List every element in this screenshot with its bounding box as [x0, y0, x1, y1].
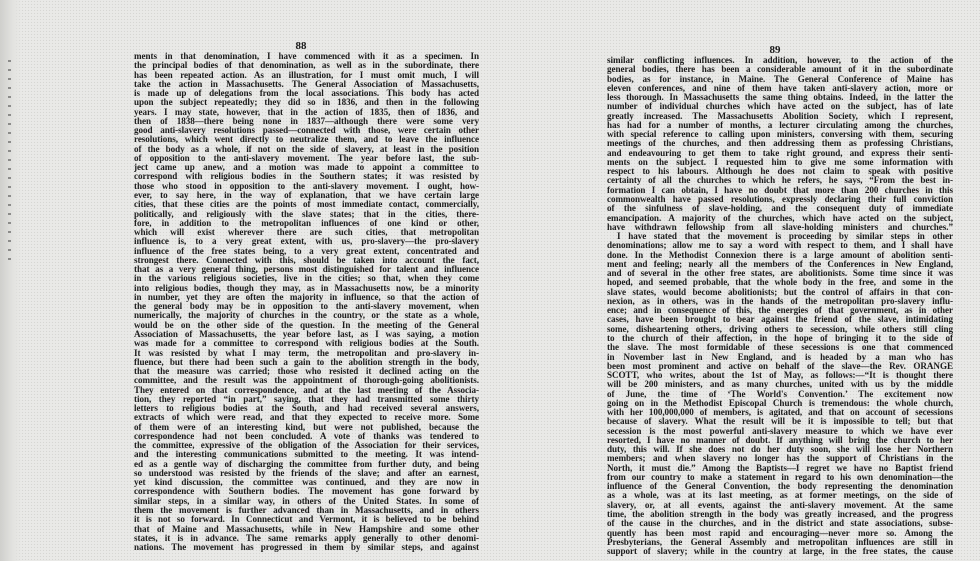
text-line: yet kind discussion, the committee was continued, and they are now in	[134, 478, 479, 488]
text-line: less thorough. In Massachusetts the same thing obtains. Indeed, in the latter the	[607, 93, 953, 103]
text-line: respect to his labours. Although he does not claim to speak with positive	[607, 167, 953, 177]
text-line: is made up of delegations from the local associations. This body has acted	[134, 89, 479, 99]
text-line: eleven conferences, and nine of them have taken anti-slavery action, more or	[607, 83, 953, 93]
text-line: members; and when slavery no longer has the support of Christians in the	[607, 454, 953, 464]
text-line: certainty of all the churches to which he refers, he says, “From the best in-	[607, 176, 953, 186]
text-line: it is not so forward. In Connecticut and Vermont, it is believed to be behind	[134, 515, 479, 525]
text-line: similar steps, in a similar way, in others of the United States. In some of	[134, 496, 479, 506]
text-line: correspondence had not been concluded. A vote of thanks was tendered to	[134, 431, 479, 441]
text-line: secession is the most powerful anti-slavery measure to which we have ever	[607, 426, 953, 436]
text-line: quently has been most rapid and encouraging—never more so. Among the	[607, 528, 953, 538]
text-line: It was resisted by what I may term, the metropolitan and pro-slavery in-	[134, 348, 479, 358]
text-line: ever, to say here, in the way of explanation, that we have certain large	[134, 190, 479, 200]
text-line: general bodies, there has been a considerable amount of it in the subordinate	[607, 65, 953, 75]
text-line: to the church of their affection, in the hope of bringing it to the side of	[607, 333, 953, 343]
text-line: influence is, to a very great extent, with us, pro-slavery—the pro-slavery	[134, 237, 479, 247]
text-line: been most prominent and active on behalf of the slave—the Rev. ORANGE	[607, 361, 953, 371]
text-line: upon the subject repeatedly; they did so in 1836, and then in the following	[134, 98, 479, 108]
text-line: influence of the General Convention, the body representing the denomination	[607, 482, 953, 492]
text-line: nexion, as in others, was in the hands of the metropolitan pro-slavery influ-	[607, 296, 953, 306]
text-line: similar conflicting influences. In addition, however, to the action of the	[607, 56, 953, 65]
text-line: formation I can obtain, I have no doubt that more than 200 churches in this	[607, 185, 953, 195]
text-line: going on in the Methodist Episcopal Church is tremendous: the whole church,	[607, 398, 953, 408]
text-line: meetings of the churches, and then addressing them as professing Christians,	[607, 139, 953, 149]
text-line: good anti-slavery resolutions passed—connected with those, were certain other	[134, 126, 479, 136]
text-line: because of slavery. What the result will be it is impossible to tell; but that	[607, 417, 953, 427]
text-line: slave states, would become abolitionists; but the control of affairs in that con-	[607, 287, 953, 297]
text-line: bodies, as for instance, in Maine. The General Conference of Maine has	[607, 74, 953, 84]
text-line: extracts of which were read, and that they expected to receive more. Some	[134, 413, 479, 423]
page-number: 88	[295, 40, 307, 52]
text-line: North, it must die.” Among the Baptists—I regret we have no Baptist friend	[607, 463, 953, 473]
text-line: in the various religious societies, live in the cities; so that, when they come	[134, 274, 479, 284]
text-line: cases, have been brought to bear against the friend of the slave, intimidating	[607, 315, 953, 325]
text-line: would be on the other side of the question. In the meeting of the General	[134, 320, 479, 330]
text-line: those who stood in opposition to the anti-slavery movement. I ought, how-	[134, 181, 479, 191]
text-line: the general body may be in opposition to the anti-slavery movement, when	[134, 302, 479, 312]
book-binding-shadow	[0, 0, 22, 561]
text-line: number of individual churches which have acted on the subject, has of late	[607, 102, 953, 112]
text-line: then of 1838—there being none in 1837—although there were some very	[134, 116, 479, 126]
text-line: into religious bodies, though they may, as in Massachusetts now, be a minority	[134, 283, 479, 293]
text-line: letters to religious bodies at the South, and had received several answers,	[134, 404, 479, 414]
text-line: of them were of an interesting kind, but were not published, because the	[134, 422, 479, 432]
text-line: ject came up anew, and a motion was made to appoint a committee to	[134, 163, 479, 173]
text-line: of the sinfulness of slave-holding, and the consequent duty of immediate	[607, 204, 953, 214]
text-line: SCOTT, who writes, about the 1st of May, as follows:—“It is thought there	[607, 371, 953, 381]
text-line: fore, in addition to the metropolitan influences of one kind or other,	[134, 218, 479, 228]
text-line: hoped, and seemed probable, that the whole body in the free, and some in the	[607, 278, 953, 288]
text-line: some, disheartening others, driving others to secession, while others still cling	[607, 324, 953, 334]
text-line: was made for a committee to correspond with religious bodies at the South.	[134, 339, 479, 349]
text-line: denominations; allow me to say a word with respect to them, and I shall have	[607, 241, 953, 251]
text-line: that as a very general thing, persons most distinguished for talent and influence	[134, 265, 479, 275]
text-line: with special reference to calling upon ministers, conversing with them, securing	[607, 130, 953, 140]
text-line: ments on the subject. I requested him to give me some information with	[607, 157, 953, 167]
text-line: has been repeated action. As an illustration, for I must omit much, I will	[134, 70, 479, 80]
text-line: with her 100,000,000 of members, is agitated, and that on account of secessions	[607, 408, 953, 418]
text-line: tion, they reported “in part,” saying, that they had transmitted some thirty	[134, 394, 479, 404]
text-line: of the body as a whole, if not on the side of slavery, at least in the position	[134, 144, 479, 154]
text-line: politically, and religiously with the slave states; that in the cities, there-	[134, 209, 479, 219]
text-line: cities, that these cities are the points of most immediate contact, commercially,	[134, 200, 479, 210]
text-line: of the cause in the churches, and in the district and state associations, subse-	[607, 519, 953, 529]
page-body	[134, 52, 479, 552]
text-line: will be 200 ministers, and as many churches, united with us by the middle	[607, 380, 953, 390]
text-line: take the action in Massachusetts. The General Association of Massachusetts,	[134, 79, 479, 89]
text-line: in number, yet they are often the majority in influence, so that the action of	[134, 292, 479, 302]
text-line: ence; and in consequence of this, the energies of that government, as in other	[607, 306, 953, 316]
text-line: fluence, but there had been such a gain to the abolition strength in the body,	[134, 357, 479, 367]
text-line: correspond with religious bodies in the Southern states; it was resisted by	[134, 172, 479, 182]
text-line: has had for a number of months, a lecturer circulating among the churches,	[607, 120, 953, 130]
text-line: and of several in the other free states, are abolitionists. Some time since it was	[607, 269, 953, 279]
text-line: have withdrawn fellowship from all slave-holding ministers and churches.”	[607, 222, 953, 232]
text-line: the slave. The most formidable of these secessions is one that commenced	[607, 343, 953, 353]
text-line: and the interesting communications submitted to the meeting. It was intend-	[134, 450, 479, 460]
text-line: duty, this will. If she does not do her duty soon, she will lose her Northern	[607, 445, 953, 455]
text-line: commonwealth have passed resolutions, expressly declaring their full conviction	[607, 194, 953, 204]
text-line: so understood was resisted by the friends of the slave; and after an earnest,	[134, 468, 479, 478]
text-line: that of Maine and Massachusetts, while in New Hampshire and some other	[134, 524, 479, 534]
text-line: the principal bodies of that denomination, as well as in the subordinate, there	[134, 61, 479, 71]
text-line: nations. The movement has progressed in them by similar steps, and against	[134, 543, 479, 553]
text-line: slavery, or, at all events, against the anti-slavery movement. At the same	[607, 500, 953, 510]
text-line: from our country to make a statement in regard to his own denomination—the	[607, 472, 953, 482]
text-line: numerically, the majority of churches in the country, or the state as a whole,	[134, 311, 479, 321]
text-line: support of slavery; while in the country at large, in the free states, the cause	[607, 547, 953, 557]
page-number: 89	[769, 44, 781, 56]
text-line: emancipation. A majority of the churches, which have acted on the subject,	[607, 213, 953, 223]
text-line: in November last in New England, and is headed by a man who has	[607, 352, 953, 362]
text-line: resorted, I have no manner of doubt. If anything will bring the church to her	[607, 435, 953, 445]
text-line: They entered on that correspondence, and at the last meeting of the Associa-	[134, 385, 479, 395]
text-line: them the movement is further advanced than in Massachusetts, and in others	[134, 506, 479, 516]
text-line: years. I may state, however, that in the action of 1835, then of 1836, and	[134, 107, 479, 117]
text-line: greatly increased. The Massachusetts Abolition Society, which I represent,	[607, 111, 953, 121]
text-line: correspondence with Southern bodies. The movement has gone forward by	[134, 487, 479, 497]
text-line: strongest there. Connected with this, should be taken into account the fact,	[134, 255, 479, 265]
text-line: Presbyterians, the General Assembly and metropolitan influences are still in	[607, 537, 953, 547]
text-line: of June, the time of ‘The World's Convention.’ The excitement now	[607, 389, 953, 399]
text-line: influence of the free states being, to a very great extent, concentrated and	[134, 246, 479, 256]
text-line: ed as a gentle way of discharging the committee from further duty, and being	[134, 459, 479, 469]
text-line: the committee, expressive of the obligation of the Association for their services,	[134, 441, 479, 451]
text-line: done. In the Methodist Connexion there is a large amount of abolition senti-	[607, 250, 953, 260]
page-body	[607, 56, 953, 556]
text-line: of opposition to the anti-slavery movement. The year before last, the sub-	[134, 153, 479, 163]
text-line: ment and feeling; nearly all the members of the Conferences in New England,	[607, 259, 953, 269]
text-line: states, it is in advance. The same remarks apply generally to other denomi-	[134, 533, 479, 543]
text-line: Association of Massachusetts, the year before last, as I was saying, a motion	[134, 329, 479, 339]
text-line: resolutions, which went directly to neutralize them, and to leave the influence	[134, 135, 479, 145]
text-line: as a whole, was at its last meeting, as at former meetings, on the side of	[607, 491, 953, 501]
text-line: committee, and the result was the appointment of thorough-going abolitionists.	[134, 376, 479, 386]
text-line: time, the abolition strength in the body was greatly increased, and the progress	[607, 510, 953, 520]
text-line: ments in that denomination, I have commenced with it as a specimen. In	[134, 52, 479, 61]
text-line: I have stated that the movement is proceeding by similar steps in other	[617, 232, 953, 242]
text-line: that the measure was carried; those who resisted it declined acting on the	[134, 367, 479, 377]
text-line: and endeavouring to get them to take right ground, and express their senti-	[607, 148, 953, 158]
text-line: which will exist wherever there are such cities, that metropolitan	[134, 228, 479, 238]
